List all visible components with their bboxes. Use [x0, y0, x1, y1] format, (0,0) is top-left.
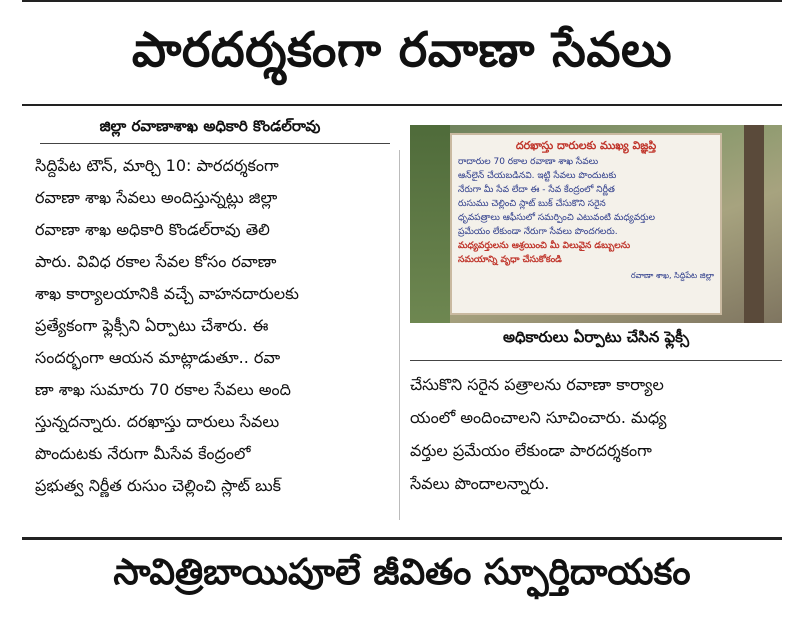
body-line: ణా శాఖ సుమారు 70 రకాల సేవలు అంది	[35, 380, 291, 399]
body-line: శాఖ కార్యాలయానికి వచ్చే వాహనదారులకు	[35, 284, 299, 303]
body-line: స్తున్నదన్నారు. దరఖాస్తు దారులు సేవలు	[35, 412, 280, 431]
article-body-left-column	[35, 150, 390, 502]
body-line: సందర్భంగా ఆయన మాట్లాడుతూ.. రవా	[35, 348, 281, 367]
photo-foliage	[410, 125, 450, 323]
banner-warning-line: మధ్యవర్తులను ఆశ్రయించి మీ విలువైన డబ్బులను	[458, 241, 631, 251]
headline-rule	[22, 104, 782, 106]
body-line: చేసుకొని సరైన పత్రాలను రవాణా కార్యాల	[410, 375, 664, 394]
body-line: ప్రభుత్వ నిర్ణీత రుసుం చెల్లించి స్లాట్ బుక్	[35, 476, 281, 495]
banner-line: ప్రమేయం లేకుండా నేరుగా సేవలు పొందగలరు.	[458, 227, 618, 237]
banner-line: నేరుగా మీ సేవ లేదా ఈ - సేవ కేంద్రంలో నిర్ణీత	[458, 185, 615, 195]
banner-line: ధృవపత్రాలు ఆఫీసులో సమర్పించి ఎటువంటి మధ్యవర్తుల	[458, 213, 655, 223]
body-line: ప్రత్యేకంగా ఫ్లెక్సీని ఏర్పాటు చేశారు. ఈ	[35, 316, 269, 335]
banner-footer: రవాణా శాఖ, సిద్దిపేట జిల్లా	[630, 271, 714, 280]
body-line: పొందుటకు నేరుగా మీసేవ కేంద్రంలో	[35, 444, 251, 463]
banner-line: రుసుము చెల్లించి స్లాట్ బుక్ చేసుకొని సరైన	[458, 199, 606, 209]
section-rule	[22, 537, 782, 540]
top-rule	[22, 0, 782, 2]
column-divider	[399, 150, 400, 520]
banner-line: రాదారుల 70 రకాల రవాణా శాఖ సేవలు	[458, 157, 599, 167]
banner-title: దరఖాస్తు దారులకు ముఖ్య విజ్ఞప్తి	[515, 139, 657, 152]
body-line: రవాణా శాఖ అధికారి కొండల్‌రావు తెలి	[35, 220, 270, 239]
flexi-banner	[450, 133, 722, 315]
article-headline: పారదర్శకంగా రవాణా సేవలు	[131, 22, 673, 78]
article-body-right-column	[410, 368, 782, 500]
caption-rule	[410, 360, 782, 361]
body-line: పారు. వివిధ రకాల సేవల కోసం రవాణా	[35, 252, 277, 271]
banner-warning-line: సమయాన్ని వృధా చేసుకోకండి	[458, 255, 562, 265]
banner-line: ఆన్‌లైన్ చేయబడినవి. ఇట్టి సేవలు పొందుటకు	[458, 171, 617, 181]
body-line: యంలో అందించాలని సూచించారు. మధ్య	[410, 408, 667, 427]
body-line: రవాణా శాఖ సేవలు అందిస్తున్నట్లు జిల్లా	[35, 188, 278, 207]
body-line: సేవలు పొందాలన్నారు.	[410, 474, 550, 493]
body-line: సిద్దిపేట టౌన్, మార్చి 10: పారదర్శకంగా	[35, 156, 279, 175]
second-article-headline: సావిత్రిబాయిపూలే జీవితం స్ఫూర్తిదాయకం	[113, 552, 691, 593]
photo-tree-trunk	[744, 125, 764, 323]
body-line: వర్తుల ప్రమేయం లేకుండా పారదర్శకంగా	[410, 441, 652, 460]
photo-caption: అధికారులు ఏర్పాటు చేసిన ఫ్లెక్సీ	[502, 328, 690, 346]
byline-rule	[40, 143, 390, 144]
article-byline: జిల్లా రవాణాశాఖ అధికారి కొండల్‌రావు	[99, 117, 321, 135]
news-photo	[410, 125, 782, 323]
